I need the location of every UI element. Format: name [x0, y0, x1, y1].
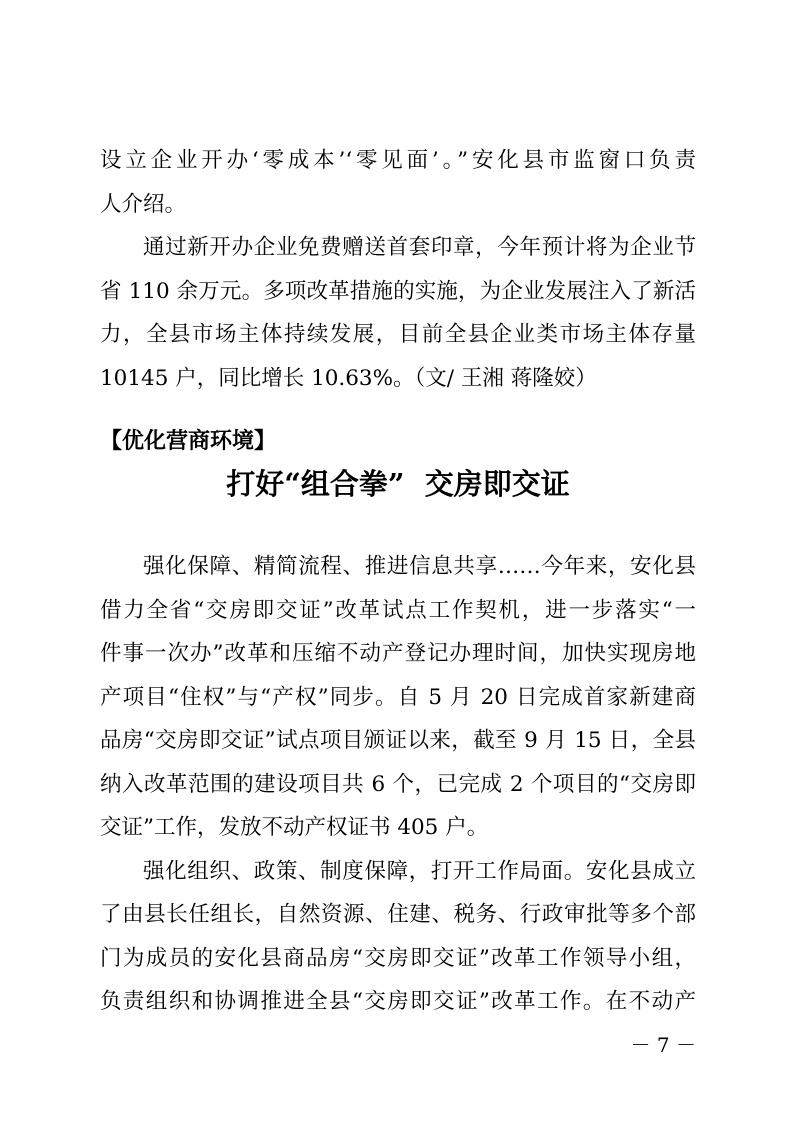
paragraph-line: 强化保障、精简流程、推进信息共享……今年来，安化县: [143, 554, 696, 579]
paragraph-line: 纳入改革范围的建设项目共 6 个，已完成 2 个项目的“交房即: [100, 772, 696, 797]
paragraph-line: 负责组织和协调推进全县“交房即交证”改革工作。在不动产: [100, 989, 696, 1014]
paragraph-line: 产项目“住权”与“产权”同步。自 5 月 20 日完成首家新建商: [100, 685, 696, 710]
paragraph-line: 设立企业开办‘零成本’‘零见面’。”安化县市监窗口负责: [100, 148, 696, 173]
paragraph-line: 省 110 余万元。多项改革措施的实施，为企业发展注入了新活: [100, 279, 696, 304]
paragraph-line: 借力全省“交房即交证”改革试点工作契机，进一步落实“一: [100, 598, 696, 623]
paragraph-line: 力，全县市场主体持续发展，目前全县企业类市场主体存量: [100, 322, 696, 347]
article-title: 打好“组合拳” 交房即交证: [226, 467, 570, 501]
paragraph-line: 交证”工作，发放不动产权证书 405 户。: [100, 815, 489, 840]
paragraph-line: 人介绍。: [100, 192, 187, 217]
page-number: － 7 －: [630, 1033, 696, 1057]
paragraph-line: 件事一次办”改革和压缩不动产登记办理时间，加快实现房地: [100, 641, 696, 666]
paragraph-line: 强化组织、政策、制度保障，打开工作局面。安化县成立: [143, 859, 696, 884]
paragraph-line: 通过新开办企业免费赠送首套印章，今年预计将为企业节: [143, 235, 696, 260]
paragraph-line: 品房“交房即交证”试点项目颁证以来，截至 9 月 15 日，全县: [100, 728, 696, 753]
section-tag: 【优化营商环境】: [100, 429, 277, 454]
paragraph-line: 门为成员的安化县商品房“交房即交证”改革工作领导小组，: [100, 946, 696, 971]
paragraph-line: 10145 户，同比增长 10.63%。（文/ 王湘 蒋隆姣）: [100, 366, 597, 391]
paragraph-line: 了由县长任组长，自然资源、住建、税务、行政审批等多个部: [100, 902, 696, 927]
